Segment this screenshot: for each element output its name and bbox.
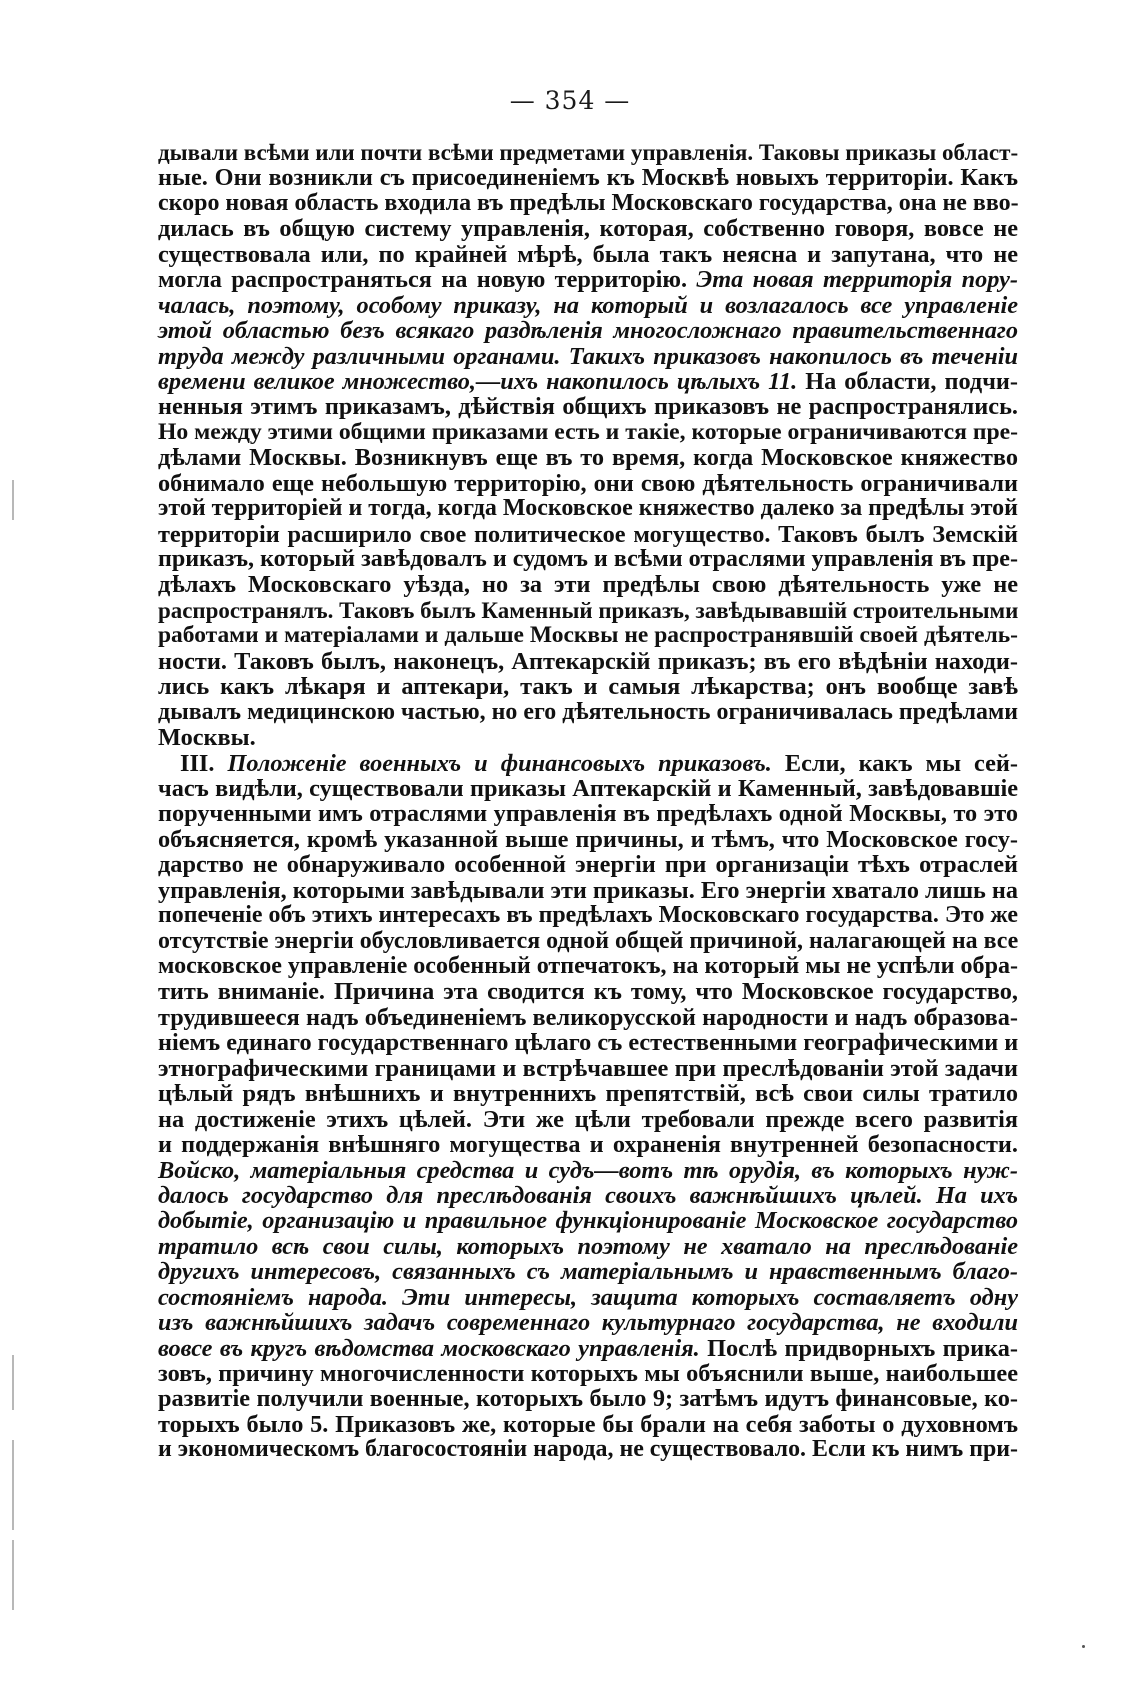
text-line — [158, 420, 1018, 445]
text-line — [158, 1005, 1018, 1030]
text-segment: территоріи расширило свое политическое могущество. Таковъ былъ Земскій — [158, 520, 1018, 548]
text-line — [158, 1259, 1018, 1284]
text-segment: Но между этими общими приказами есть и такіе, которые ограничиваются пре- — [158, 418, 1018, 445]
body-text — [158, 140, 1018, 1463]
text-segment: дывали всѣми или почти всѣми предметами управленія. Таковы приказы област- — [158, 139, 1019, 165]
text-segment: Москвы. — [158, 724, 256, 752]
text-line — [158, 954, 1018, 979]
text-line — [158, 700, 1018, 725]
text-segment: дѣлами Москвы. Возникнувъ еще въ то время, когда Московское княжество — [158, 444, 1018, 472]
text-segment: попеченіе объ этихъ интересахъ въ предѣлахъ Московскаго государства. Это же — [158, 902, 1018, 929]
text-segment: существовала или, по крайней мѣрѣ, была такъ неясна и запутана, что не — [158, 240, 1018, 268]
text-segment: ніемъ единаго государственнаго цѣлаго съ естественными географическими и — [158, 1029, 1019, 1057]
text-line — [158, 394, 1018, 419]
scan-margin-mark — [12, 1540, 14, 1610]
text-segment: дилась въ общую систему управленія, которая, собственно говоря, вовсе не — [158, 215, 1018, 243]
italic-text-segment: далось государство для преслѣдованія своихъ важнѣйшихъ цѣлей. На ихъ — [158, 1181, 1018, 1209]
text-segment: и поддержанія внѣшняго могущества и охраненія внутренней безопасности. — [158, 1131, 1018, 1159]
text-line — [158, 293, 1018, 318]
text-segment: отсутствіе энергіи обусловливается одной общей причиной, налагающей на все — [158, 927, 1019, 954]
italic-text-segment: тратило всѣ свои силы, которыхъ поэтому не хватало на преслѣдованіе — [158, 1232, 1018, 1260]
text-line — [158, 674, 1018, 699]
text-line — [158, 140, 1018, 165]
text-line — [158, 1412, 1018, 1437]
text-segment: ности. Таковъ былъ, наконецъ, Аптекарскій приказъ; въ его вѣдѣніи находи- — [158, 647, 1018, 675]
text-line — [158, 979, 1018, 1004]
text-line — [158, 751, 1018, 776]
text-line — [158, 929, 1018, 954]
italic-text-segment: времени великое множество,—ихъ накопилось цѣлыхъ 11. — [158, 367, 798, 395]
text-segment: зовъ, причину многочисленности которыхъ мы объяснили выше, наибольшее — [158, 1360, 1018, 1387]
text-line — [158, 623, 1018, 648]
text-segment: могла распространяться на новую территорію. — [158, 266, 697, 294]
text-segment: работами и матеріалами и дальше Москвы не распространявшій своей дѣятель- — [158, 622, 1018, 649]
text-segment: лись какъ лѣкаря и аптекари, такъ и самыя лѣкарства; онъ вообще завѣ — [158, 673, 1018, 701]
text-line — [158, 267, 1018, 292]
text-line — [158, 801, 1018, 826]
text-segment: распространялъ. Таковъ былъ Каменный приказъ, завѣдывавшій строительными — [158, 597, 1019, 623]
text-line — [158, 1234, 1018, 1259]
italic-text-segment: Положеніе военныхъ и финансовыхъ приказовъ. — [227, 749, 772, 777]
text-line — [158, 1056, 1018, 1081]
text-line — [158, 725, 1018, 750]
text-segment: этнографическими границами и встрѣчавшее при преслѣдованіи этой задачи — [158, 1054, 1018, 1082]
text-segment: часъ видѣли, существовали приказы Аптекарскій и Каменный, завѣдовавшіе — [158, 774, 1018, 802]
text-line — [158, 776, 1018, 801]
italic-text-segment: другихъ интересовъ, связанныхъ съ матеріальнымъ и нравственнымъ благо- — [158, 1258, 1018, 1286]
text-line — [158, 1132, 1018, 1157]
text-segment: развитіе получили военные, которыхъ было 9; затѣмъ идутъ финансовые, ко- — [158, 1385, 1018, 1413]
text-segment: скоро новая область входила въ предѣлы Московскаго государства, она не вво- — [158, 189, 1019, 216]
italic-text-segment: вовсе въ кругъ вѣдомства московскаго управленія. — [158, 1334, 700, 1362]
page-number: — 354 — — [509, 86, 631, 115]
text-line — [158, 216, 1018, 241]
text-line — [158, 242, 1018, 267]
text-line — [158, 649, 1018, 674]
text-segment: торыхъ было 5. Приказовъ же, которые бы брали на себя заботы о духовномъ — [158, 1410, 1018, 1438]
text-segment: обнимало еще небольшую территорію, они свою дѣятельность ограничивали — [158, 469, 1018, 497]
italic-text-segment: добытіе, организацію и правильное функціонированіе Московское государство — [158, 1207, 1018, 1235]
text-segment: объясняется, кромѣ указанной выше причины, и тѣмъ, что Московское госу- — [158, 825, 1018, 853]
text-line — [158, 191, 1018, 216]
text-segment: На области, подчи- — [797, 367, 1018, 395]
text-segment: управленія, которыми завѣдывали эти приказы. Его энергіи хватало лишь на — [158, 876, 1018, 904]
text-segment: приказъ, который завѣдовалъ и судомъ и всѣми отраслями управленія въ пре- — [158, 546, 1018, 572]
text-line — [158, 1285, 1018, 1310]
text-line — [158, 1310, 1018, 1335]
text-segment: ные. Они возникли съ присоединеніемъ къ Москвѣ новыхъ территоріи. Какъ — [158, 164, 1018, 192]
text-segment: трудившееся надъ объединеніемъ великорусской народности и надъ образова- — [158, 1003, 1018, 1031]
text-line — [158, 878, 1018, 903]
text-line — [158, 445, 1018, 470]
text-line — [158, 496, 1018, 521]
scan-margin-mark — [12, 1355, 14, 1410]
text-line — [158, 522, 1018, 547]
text-line — [158, 1107, 1018, 1132]
text-line — [158, 165, 1018, 190]
text-line — [158, 369, 1018, 394]
text-segment: III. — [180, 749, 228, 777]
text-segment: дѣлахъ Московскаго уѣзда, но за эти предѣлы свою дѣятельность уже не — [158, 571, 1018, 599]
text-line — [158, 344, 1018, 369]
text-line — [158, 1437, 1018, 1462]
text-segment: Если, какъ мы сей- — [771, 749, 1019, 777]
text-segment: дывалъ медицинскою частью, но его дѣятельность ограничивалась предѣлами — [158, 698, 1018, 725]
text-segment: ненныя этимъ приказамъ, дѣйствія общихъ приказовъ не распространялись. — [158, 393, 1018, 421]
text-line — [158, 1336, 1018, 1361]
text-line — [158, 1183, 1018, 1208]
text-segment: на достиженіе этихъ цѣлей. Эти же цѣли требовали прежде всего развитія — [158, 1105, 1018, 1133]
scan-margin-mark — [12, 480, 14, 520]
text-segment: московское управленіе особенный отпечатокъ, на который мы не успѣли обра- — [158, 953, 1018, 979]
italic-text-segment: изъ важнѣйшихъ задачъ современнаго культурнаго государства, не входили — [158, 1309, 1018, 1337]
text-segment: тить вниманіе. Причина эта сводится къ тому, что Московское государство, — [158, 978, 1018, 1006]
text-line — [158, 471, 1018, 496]
text-segment: дарство не обнаруживало особенной энергіи при организаціи тѣхъ отраслей — [158, 851, 1018, 879]
text-line — [158, 1386, 1018, 1411]
text-segment: порученными имъ отраслями управленія въ предѣлахъ одной Москвы, то это — [158, 800, 1018, 828]
text-line — [158, 1361, 1018, 1386]
italic-text-segment: состояніемъ народа. Эти интересы, защита которыхъ составляетъ одну — [158, 1283, 1018, 1311]
italic-text-segment: Войско, матеріальныя средства и судъ—вотъ тѣ орудія, въ которыхъ нуж- — [158, 1156, 1018, 1184]
italic-text-segment: этой областью безъ всякаго раздѣленія многосложнаго правительственнаго — [158, 317, 1018, 345]
text-segment: Послѣ придворныхъ прика- — [699, 1334, 1018, 1362]
text-segment: цѣлый рядъ внѣшнихъ и внутреннихъ препятствій, всѣ свои силы тратило — [158, 1080, 1018, 1108]
scan-speck — [1082, 1645, 1085, 1648]
text-segment: этой территоріей и тогда, когда Московское княжество далеко за предѣлы этой — [158, 495, 1018, 522]
text-line — [158, 1158, 1018, 1183]
scan-margin-mark — [12, 1440, 14, 1530]
text-line — [158, 1208, 1018, 1233]
text-line — [158, 572, 1018, 597]
text-line — [158, 318, 1018, 343]
italic-text-segment: чалась, поэтому, особому приказу, на который и возлагалось все управленіе — [158, 291, 1018, 319]
text-line — [158, 903, 1018, 928]
text-line — [158, 852, 1018, 877]
text-line — [158, 827, 1018, 852]
text-line — [158, 1030, 1018, 1055]
italic-text-segment: труда между различными органами. Такихъ приказовъ накопилось въ теченіи — [158, 342, 1018, 370]
text-line — [158, 547, 1018, 572]
text-line — [158, 598, 1018, 623]
italic-text-segment: Эта новая территорія пору- — [696, 266, 1018, 294]
text-segment: и экономическомъ благосостояніи народа, не существовало. Если къ нимъ при- — [158, 1436, 1018, 1463]
text-line — [158, 1081, 1018, 1106]
